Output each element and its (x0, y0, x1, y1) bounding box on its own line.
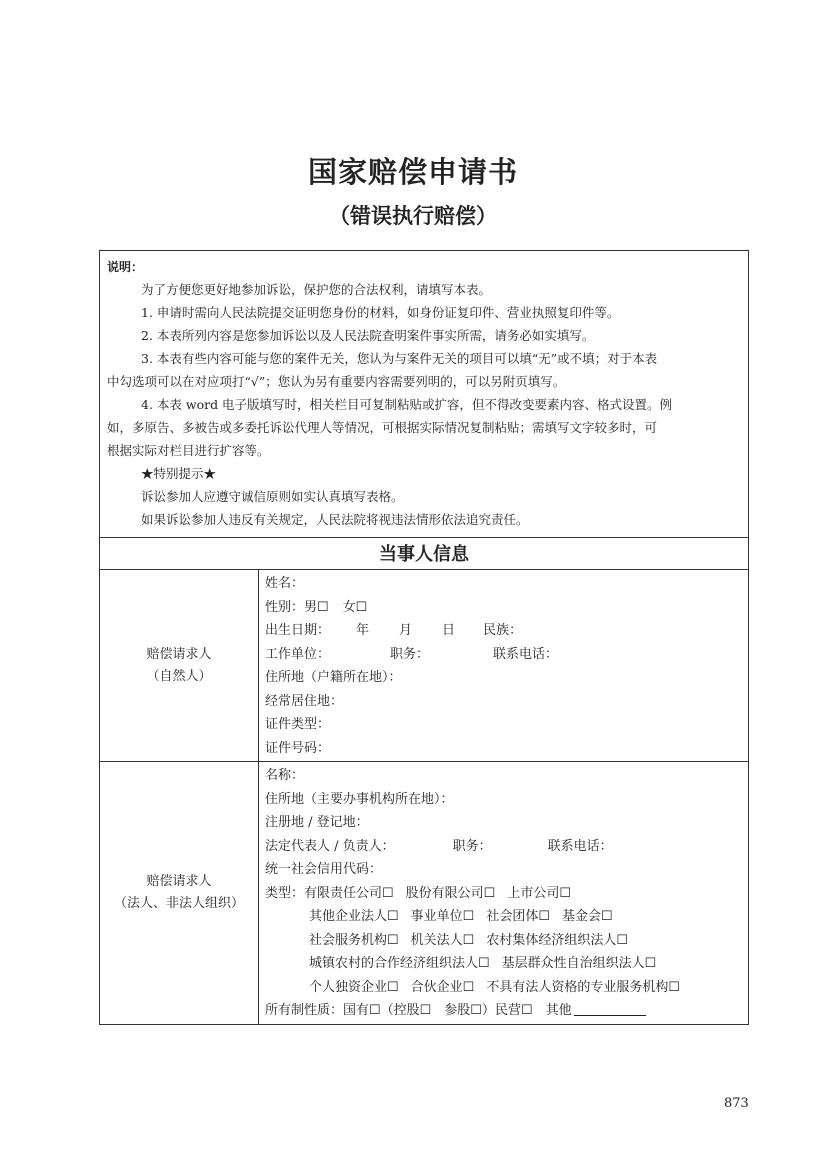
natural-person-label-1: 赔偿请求人 (146, 646, 212, 662)
gender-field (265, 596, 748, 620)
natural-person-row (99, 569, 749, 762)
instructions-item-4c: 根据实际对栏目进行扩容等。 (107, 443, 270, 458)
type-option[interactable]: 合伙企业☐ (410, 979, 475, 995)
natural-person-fields (259, 570, 748, 761)
section-title: 当事人信息 (99, 537, 749, 570)
legal-rep-field[interactable] (265, 835, 748, 859)
organization-label (100, 762, 259, 1024)
ownership-label: 所有制性质：国有☐（控股☐ 参股☐）民营☐ 其他 (265, 1003, 572, 1018)
type-line-5 (265, 976, 748, 1000)
id-number-field[interactable]: 证件号码： (265, 740, 331, 756)
page-title: 国家赔偿申请书 (307, 155, 518, 189)
type-option[interactable]: 社会团体☐ (486, 909, 550, 924)
instructions-item-2: 2. 本表所列内容是您参加诉讼以及人民法院查明案件事实所需，请务必如实填写。 (141, 328, 595, 343)
id-type-field[interactable]: 证件类型： (265, 717, 331, 732)
employer-field[interactable] (265, 643, 748, 667)
type-line-4 (265, 952, 748, 976)
residence-field[interactable]: 住所地（户籍所在地）： (265, 670, 402, 685)
org-name-field[interactable]: 名称： (265, 768, 305, 783)
instructions-item-3a: 3. 本表有些内容可能与您的案件无关，您认为与案件无关的项目可以填“无”或不填；对于本表 (141, 351, 658, 366)
org-registered-field[interactable]: 注册地 / 登记地： (265, 815, 369, 830)
org-position-label: 职务： (452, 838, 492, 854)
type-line-1 (265, 882, 748, 906)
organization-row (99, 761, 749, 1025)
type-option[interactable]: 不具有法人资格的专业服务机构☐ (486, 979, 680, 995)
type-option[interactable]: 有限责任公司☐ (304, 885, 394, 901)
type-option[interactable]: 上市公司☐ (507, 885, 571, 901)
instructions-item-4b: 如，多原告、多被告或多委托诉讼代理人等情况，可根据实际情况复制粘贴；需填写文字较多时，可 (107, 420, 658, 435)
type-option[interactable]: 事业单位☐ (410, 909, 475, 924)
phone-label: 联系电话： (493, 646, 559, 662)
employer-label: 工作单位： (265, 646, 331, 662)
name-field[interactable]: 姓名： (265, 576, 305, 591)
ownership-field[interactable] (265, 999, 748, 1023)
type-option[interactable]: 社会服务机构☐ (309, 932, 399, 948)
day-label: 日 (442, 623, 456, 638)
year-label: 年 (356, 623, 370, 638)
month-label: 月 (399, 623, 413, 638)
organization-fields (259, 762, 748, 1024)
type-option[interactable]: 农村集体经济组织法人☐ (486, 932, 628, 948)
special-notice: ★特别提示★ (141, 466, 217, 481)
instructions-label: 说明： (107, 260, 144, 274)
instructions-intro: 为了方便您更好地参加诉讼，保护您的合法权利，请填写本表。 (141, 282, 492, 297)
org-address-field[interactable]: 住所地（主要办事机构所在地）： (265, 791, 454, 807)
credit-code-field[interactable]: 统一社会信用代码： (265, 862, 383, 877)
other-blank-line[interactable] (574, 1001, 646, 1016)
female-checkbox[interactable]: 女☐ (342, 599, 368, 615)
warning-2: 如果诉讼参加人违反有关规定，人民法院将视违法情形依法追究责任。 (141, 512, 529, 527)
type-option[interactable]: 基层群众性自治组织法人☐ (501, 956, 657, 971)
habitual-residence-field[interactable]: 经常居住地： (265, 693, 344, 709)
organization-label-2: （法人、非法人组织） (113, 896, 244, 911)
type-option[interactable]: 基金会☐ (561, 909, 613, 924)
type-label: 类型： (265, 885, 305, 901)
type-option[interactable]: 城镇农村的合作经济组织法人☐ (309, 956, 490, 971)
type-option[interactable]: 其他企业法人☐ (309, 909, 399, 924)
dob-label: 出生日期： (265, 623, 331, 638)
type-line-3 (265, 929, 748, 953)
instructions-item-4a: 4. 本表 word 电子版填写时，相关栏目可复制粘贴或扩容，但不得改变要素内容、格式设置。例 (141, 397, 673, 412)
page-number: 873 (724, 1096, 749, 1111)
natural-person-label-2: （自然人） (146, 668, 212, 684)
warning-1: 诉讼参加人应遵守诚信原则如实认真填写表格。 (141, 489, 404, 504)
type-line-2 (265, 905, 748, 929)
instructions-item-1: 1. 申请时需向人民法院提交证明您身份的材料，如身份证复印件、营业执照复印件等。 (141, 305, 620, 320)
natural-person-label (100, 570, 259, 761)
gender-label: 性别： (265, 599, 305, 615)
organization-label-1: 赔偿请求人 (146, 874, 212, 889)
dob-field[interactable] (265, 619, 748, 643)
org-phone-label: 联系电话： (547, 838, 613, 854)
page-subtitle: （错误执行赔偿） (329, 204, 497, 228)
type-option[interactable]: 机关法人☐ (410, 932, 475, 948)
position-label: 职务： (390, 646, 430, 662)
ethnicity-label: 民族： (483, 623, 523, 638)
type-option[interactable]: 股份有限公司☐ (405, 885, 496, 901)
instructions-box (99, 250, 749, 538)
male-checkbox[interactable]: 男☐ (304, 599, 329, 615)
legal-rep-label: 法定代表人 / 负责人： (265, 838, 395, 854)
type-option[interactable]: 个人独资企业☐ (309, 979, 399, 995)
instructions-item-3b: 中勾选项可以在对应项打“√”；您认为另有重要内容需要列明的，可以另附页填写。 (107, 374, 566, 389)
